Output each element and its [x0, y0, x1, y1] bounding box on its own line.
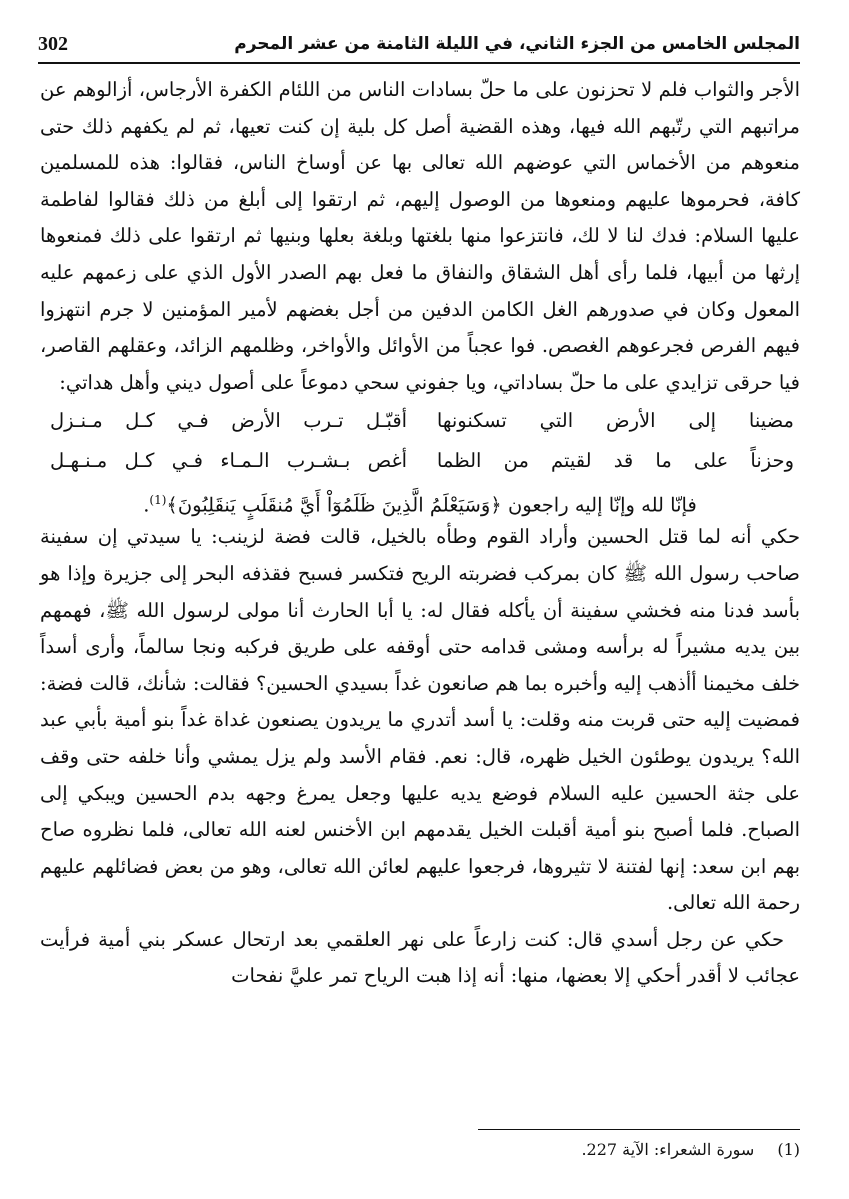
verse-2-second-hemistich: أغص بـشـرب الـمـاء فـي كـل مـنـهـل — [50, 449, 408, 473]
footnote-reference: (1) — [149, 493, 167, 508]
paragraph-2: حكي أنه لما قتل الحسين وأراد القوم وطأه بالخيل، قالت فضة لزينب: يا سيدتي إن سفينة صاحب رسول الله ﷺ كان بمركب فضربته الريح فتكسر فسبح فقذفه البحر إلى جزيرة وإذا هو بأسد فدنا منه فخشي سفينة أن يأكله فقال له: يا أبا الحارث أنا مولى لرسول الله ﷺ، فهمهم بين يديه مشيراً له برأسه ومشى قدامه حتى أوقفه على طريق فركبه ونجا سالماً، وأرى أسداً خلف مخيمنا أأذهب إليه وأخبره بما هم صانعون غداً بسيدي الحسين؟ فقالت: شأنك، قالت فضة: فمضيت إليه حتى قربت منه وقلت: يا أسد أتدري ما يريدون يصنعون غداة غداً بنو أمية بأبي عبد الله؟ يريدون يوطئون الخيل ظهره، قال: نعم. فقام الأسد ولم يزل يمشي وأنا خلفه حتى وقف على جثة الحسين عليه السلام فوضع يديه عليها وجعل يمرغ وجهه بدم الحسين ويبكي إلى الصباح. فلما أصبح بنو أمية أقبلت الخيل يقدمهم ابن الأخنس لعنه الله تعالى، فلما نظروه صاح بهم ابن سعد: إنها لفتنة لا تثيروها، فرجعوا عليهم لعائن الله تعالى، وهو من بعض فضائلهم عليهم رحمة الله تعالى. — [40, 525, 800, 915]
footnote — [380, 1136, 800, 1164]
main-text — [40, 72, 800, 995]
running-title: المجلس الخامس من الجزء الثاني، في الليلة الثامنة من عشر المحرم — [234, 34, 800, 54]
running-header — [38, 28, 800, 60]
verse-1-second-hemistich: أقبّـل تـرب الأرض فـي كـل مـنـزل — [50, 409, 408, 433]
paragraph-1: الأجر والثواب فلم لا تحزنون على ما حلّ بسادات الناس من اللئام الكفرة الأرجاس، أزالوهم عن مراتبهم التي رتّبهم الله فيها، وهذه القضية أصل كل بلية إن كنت تعيها، ثم لم يكفهم ذلك حتى منعوهم من الأخماس التي عوضهم الله تعالى بها عن أوساخ الناس، فقالوا: هذه للمسلمين كافة، فحرموها عليهم ومنعوها من الوصول إليهم، ثم ارتقوا إلى أبلغ من ذلك فقالوا لفاطمة عليها السلام: فدك لنا لا لك، فانتزعوا منها بلغتها وبلغة بعلها وبنيها ثم ارتقوا على ذلك فمنعوها إرثها من أبيها، فلما رأى أهل الشقاق والنفاق ما فعل بهم الصدر الأول الذي على زعمهم عليه المعول وكان في صدورهم الغل الكامن الدفين من أجل بغضهم لأمير المؤمنين لا جرم انتهزوا فيهم الفرص فجرعوهم الغصص. فوا عجباً من الأوائل والأواخر، وظلمهم الزائد، وعقلهم القاصر، فيا حرقى تزايدي على ما حلّ بساداتي، ويا جفوني سحي دموعاً على أصول ديني وأهل هداتي: — [40, 78, 800, 394]
sentence-end: . — [143, 493, 150, 517]
footnote-divider — [478, 1129, 800, 1130]
poem — [40, 401, 800, 481]
footnote-text: سورة الشعراء: الآية 227. — [581, 1140, 755, 1159]
footnote-marker: (1) — [777, 1140, 800, 1159]
quran-citation-line — [40, 481, 800, 519]
page-number: 302 — [38, 32, 68, 55]
poem-verse-1 — [40, 401, 800, 441]
header-divider — [38, 62, 800, 64]
quran-verse: ﴿وَسَيَعْلَمُ الَّذِينَ ظَلَمُوٓاْ أَيَّ مُنقَلَبٍ يَنقَلِبُونَ﴾ — [166, 493, 502, 517]
istirja-phrase: فإنّا لله وإنّا إليه راجعون — [507, 493, 697, 517]
paragraph-3: حكي عن رجل أسدي قال: كنت زارعاً على نهر العلقمي بعد ارتحال عسكر بني أمية فرأيت عجائب لا أقدر أحكي إلا بعضها، منها: أنه إذا هبت الرياح تمر عليَّ نفحات — [40, 927, 800, 988]
verse-1-first-hemistich: مضينا إلى الأرض التي تسكنونها — [436, 409, 794, 433]
poem-verse-2 — [40, 441, 800, 481]
verse-2-first-hemistich: وحزناً على ما قد لقيتم من الظما — [436, 449, 794, 473]
